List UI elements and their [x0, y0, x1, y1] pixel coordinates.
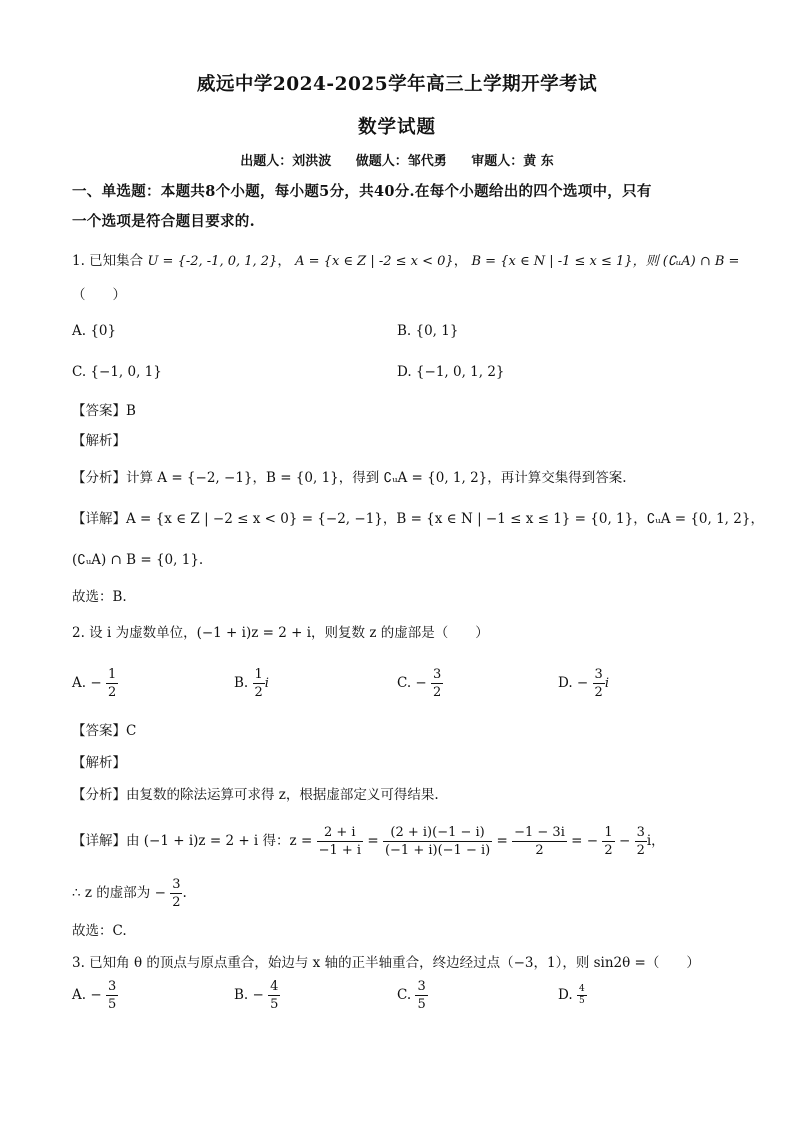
- q2-detail-fraction-1: [317, 824, 363, 859]
- fraction-denominator: 2: [636, 843, 645, 858]
- q1-fenxi: 【分析】计算 A = {−2, −1}，B = {0, 1}，得到 ∁ᵤA = {0, 1, 2}，再计算交集得到答案.: [72, 470, 627, 486]
- q2-detail-eq-c: i，: [646, 833, 665, 849]
- fraction-numerator: (2 + i)(−1 − i): [383, 824, 492, 842]
- q2-option-a: [72, 666, 118, 701]
- q2-option-c: [397, 666, 443, 701]
- q2-detail-eq-a: = −: [571, 833, 599, 849]
- fraction-numerator: 3: [594, 667, 603, 682]
- fraction-numerator: 1: [604, 825, 613, 840]
- fraction-numerator: 4: [270, 979, 279, 994]
- fraction-numerator: 3: [636, 825, 645, 840]
- q1-set-a: A = {x ∈ Z | -2 ≤ x < 0}: [295, 254, 454, 269]
- q2-conclusion-suffix: .: [182, 885, 187, 901]
- q2-detail-fraction-3: [512, 824, 567, 859]
- q2-fenxi: 【分析】由复数的除法运算可求得 z，根据虚部定义可得结果.: [72, 787, 439, 803]
- fraction-denominator: −1 + i: [318, 843, 362, 858]
- fraction-denominator: 2: [254, 685, 263, 700]
- q3-option-d-fraction: [577, 984, 587, 1007]
- q2-answer: 【答案】C: [72, 723, 137, 739]
- q2-detail-fraction-4: [602, 824, 614, 859]
- authors-line: [0, 150, 794, 169]
- q2-detail: 【详解】由 (−1 + i)z = 2 + i 得：z = $\frac{2 + i}{-1 + i}$ = $\frac{(2 + i)(-1 - i)}{(-1 + i)(-1 - i)}$ = $\frac{-1 - 3i}{2}$ = − $\frac{1}{2}$ − $\frac{3}{2}$ i，: [72, 825, 665, 858]
- fraction-numerator: 3: [172, 877, 181, 892]
- q2-option-d-fraction: [593, 666, 605, 701]
- section-heading-line1: 一、单选题：本题共8个小题，每小题5分，共40分.在每个小题给出的四个选项中，只有: [72, 183, 652, 200]
- q2-option-a-fraction: [106, 666, 118, 701]
- fraction-denominator: 2: [433, 685, 442, 700]
- q2-option-d-suffix: i: [604, 676, 609, 691]
- q3-option-c-label: C.: [397, 987, 412, 1003]
- q2-conclusion: [72, 876, 187, 911]
- q2-option-c-label: C. −: [397, 675, 427, 691]
- q3-option-a-label: A. −: [72, 987, 102, 1003]
- q3-option-c-fraction: [415, 978, 427, 1013]
- q2-option-b: [234, 666, 269, 701]
- fraction-denominator: 2: [604, 843, 613, 858]
- section-heading-line2: 一个选项是符合题目要求的.: [72, 213, 255, 230]
- q1-detail-line1: 【详解】A = {x ∈ Z | −2 ≤ x < 0} = {−2, −1}，B = {x ∈ N | −1 ≤ x ≤ 1} = {0, 1}，∁ᵤA = {0, 1, 2}，: [72, 511, 764, 527]
- fraction-numerator: 1: [107, 667, 117, 682]
- q1-stem: 1. 已知集合 U = {-2, -1, 0, 1, 2}， A = {x ∈ Z | -2 ≤ x < 0}， B = {x ∈ N | -1 ≤ x ≤ 1}，则 (∁ᵤA) ∩ B =: [72, 253, 740, 269]
- q2-option-d: [558, 666, 609, 701]
- q2-detail-fraction-5: [635, 824, 647, 859]
- fraction-denominator: 2: [107, 685, 117, 700]
- q3-option-b: [234, 978, 280, 1013]
- q1-set-u: U = {-2, -1, 0, 1, 2}: [147, 254, 278, 269]
- q3-option-b-label: B. −: [234, 987, 264, 1003]
- q1-detail-line2: (∁ᵤA) ∩ B = {0, 1}.: [72, 552, 204, 568]
- q2-analysis-label: 【解析】: [72, 755, 126, 771]
- fraction-numerator: 1: [254, 667, 263, 682]
- fraction-numerator: 3: [433, 667, 442, 682]
- fraction-denominator: 2: [535, 843, 544, 858]
- q1-choose: 故选：B.: [72, 589, 127, 605]
- author-setter: 出题人：刘洪波: [240, 154, 332, 169]
- q1-stem-prefix: 1. 已知集合: [72, 253, 144, 269]
- fraction-numerator: 4: [578, 984, 585, 994]
- q2-conclusion-fraction: [170, 876, 182, 911]
- fraction-denominator: 5: [578, 996, 585, 1006]
- q2-option-c-fraction: [431, 666, 443, 701]
- fraction-numerator: 3: [107, 979, 117, 994]
- q2-option-b-label: B.: [234, 675, 249, 691]
- fraction-denominator: 5: [417, 997, 426, 1012]
- q1-answer: 【答案】B: [72, 403, 136, 419]
- q2-choose: 故选：C.: [72, 923, 127, 939]
- q1-analysis-label: 【解析】: [72, 433, 126, 449]
- q1-option-c: C. {−1, 0, 1}: [72, 364, 162, 380]
- page-subtitle: 数学试题: [357, 117, 436, 138]
- page-title: 威远中学2024-2025学年高三上学期开学考试: [196, 74, 598, 95]
- fraction-numerator: −1 − 3i: [514, 825, 565, 840]
- q2-option-b-fraction: [253, 666, 265, 701]
- fraction-denominator: 2: [172, 895, 181, 910]
- q1-option-d: D. {−1, 0, 1, 2}: [397, 364, 505, 380]
- q3-option-b-fraction: [268, 978, 280, 1013]
- q1-paren: （ ）: [72, 287, 126, 303]
- q3-option-a: [72, 978, 118, 1013]
- q3-stem: 3. 已知角 θ 的顶点与原点重合，始边与 x 轴的正半轴重合，终边经过点（−3，1），则 sin2θ =（ ）: [72, 955, 700, 971]
- q2-option-b-suffix: i: [264, 676, 269, 691]
- fraction-denominator: 5: [270, 997, 279, 1012]
- q2-detail-eq-b: −: [618, 833, 631, 849]
- q2-option-a-label: A. −: [72, 675, 102, 691]
- q3-option-c: [397, 978, 428, 1013]
- fraction-numerator: 2 + i: [317, 824, 363, 842]
- fraction-denominator: 2: [594, 685, 603, 700]
- fraction-numerator: 3: [417, 979, 426, 994]
- q3-option-a-fraction: [106, 978, 118, 1013]
- q1-set-b: B = {x ∈ N | -1 ≤ x ≤ 1}: [471, 254, 633, 269]
- fraction-denominator: (−1 + i)(−1 − i): [384, 843, 491, 858]
- fraction-denominator: 5: [107, 997, 117, 1012]
- q3-option-d-label: D.: [558, 987, 573, 1003]
- author-solver: 做题人：邹代勇: [355, 154, 447, 169]
- q2-option-d-label: D. −: [558, 675, 589, 691]
- q2-detail-prefix: 【详解】由 (−1 + i)z = 2 + i 得：z =: [72, 833, 313, 849]
- q1-option-a: A. {0}: [72, 323, 117, 339]
- author-reviewer: 审题人：黄 东: [471, 154, 554, 169]
- q1-option-b: B. {0, 1}: [397, 323, 459, 339]
- q2-stem: 2. 设 i 为虚数单位，(−1 + i)z = 2 + i，则复数 z 的虚部是（ ）: [72, 625, 489, 641]
- q1-ask: ，则 (∁ᵤA) ∩ B =: [632, 254, 740, 269]
- q3-option-d: [558, 984, 587, 1007]
- q2-conclusion-prefix: ∴ z 的虚部为 −: [72, 885, 166, 901]
- q2-detail-fraction-2: [383, 824, 492, 859]
